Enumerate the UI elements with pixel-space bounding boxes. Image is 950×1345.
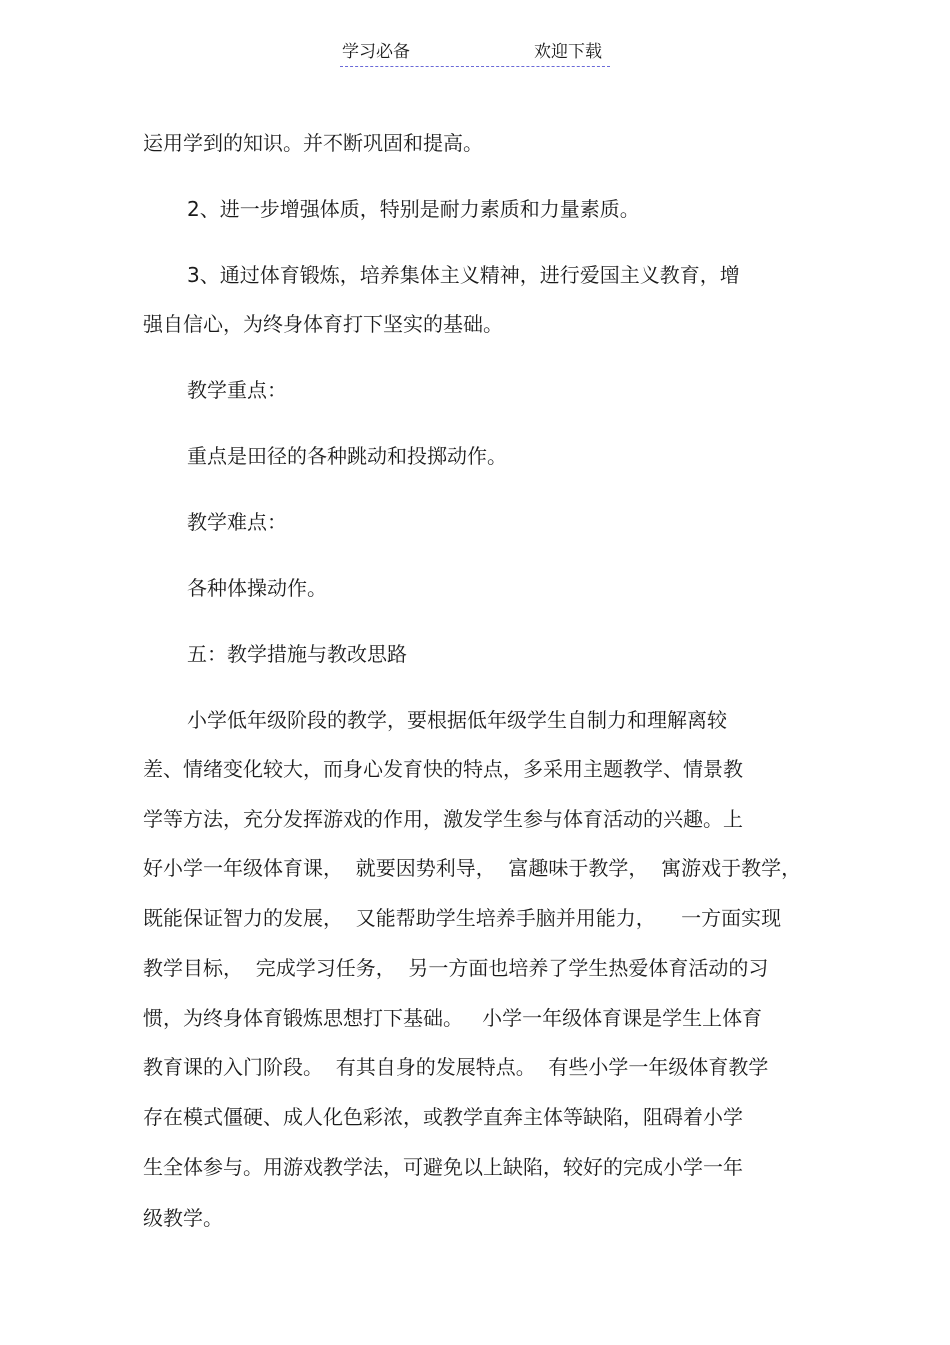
page-header: [340, 40, 610, 67]
text-line: 差、情绪变化较大，而身心发育快的特点，多采用主题教学、情景教: [143, 757, 743, 781]
text-line: 教学难点：: [187, 510, 287, 534]
text-line: 好小学一年级体育课， 就要因势利导， 富趣味于教学， 寓游戏于教学，: [143, 856, 802, 880]
text-line: 教学目标， 完成学习任务， 另一方面也培养了学生热爱体育活动的习: [143, 956, 769, 980]
text-line: 教学重点：: [187, 378, 287, 402]
header-left-text: 学习必备: [342, 42, 410, 62]
text-line: 既能保证智力的发展， 又能帮助学生培养手脑并用能力， 一方面实现: [143, 906, 782, 930]
header-right-text: 欢迎下载: [534, 42, 602, 62]
text-line: 教育课的入门阶段。 有其自身的发展特点。 有些小学一年级体育教学: [143, 1055, 769, 1079]
text-line: 强自信心，为终身体育打下坚实的基础。: [143, 312, 503, 336]
text-line: 3、通过体育锻炼，培养集体主义精神，进行爱国主义教育，增: [187, 263, 740, 287]
text-line: 各种体操动作。: [187, 576, 327, 600]
text-line: 2、进一步增强体质，特别是耐力素质和力量素质。: [187, 197, 640, 221]
text-line: 存在模式僵硬、成人化色彩浓，或教学直奔主体等缺陷，阻碍着小学: [143, 1105, 743, 1129]
text-line: 小学低年级阶段的教学，要根据低年级学生自制力和理解离较: [187, 708, 727, 732]
text-line: 生全体参与。用游戏教学法，可避免以上缺陷，较好的完成小学一年: [143, 1155, 743, 1179]
text-line: 惯，为终身体育锻炼思想打下基础。 小学一年级体育课是学生上体育: [143, 1006, 763, 1030]
section-heading: 五：教学措施与教改思路: [187, 642, 407, 666]
text-line: 重点是田径的各种跳动和投掷动作。: [187, 444, 507, 468]
text-line: 运用学到的知识。并不断巩固和提高。: [143, 131, 483, 155]
text-line: 级教学。: [143, 1206, 223, 1230]
text-line: 学等方法，充分发挥游戏的作用，激发学生参与体育活动的兴趣。上: [143, 807, 743, 831]
